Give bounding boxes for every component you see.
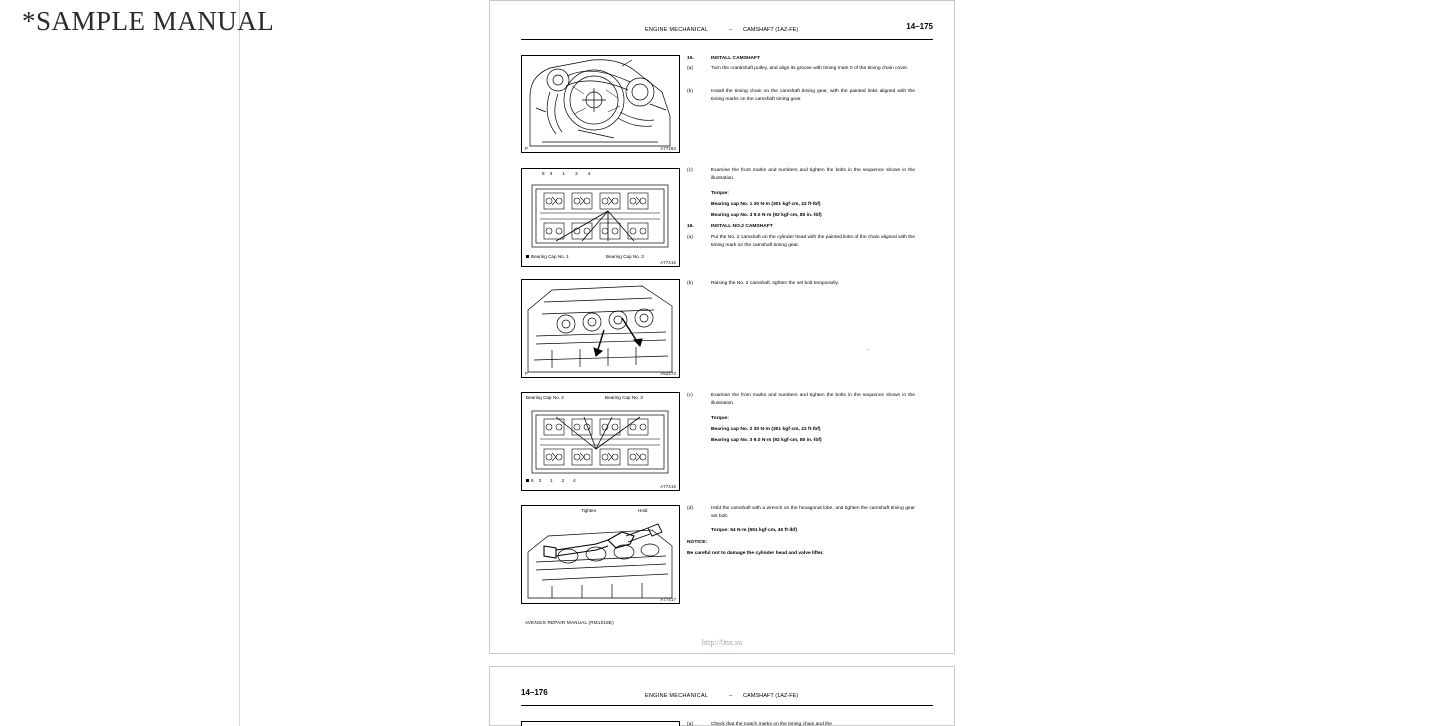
step-15-title: INSTALL CAMSHAFT xyxy=(711,56,760,61)
document-page-1[interactable] xyxy=(489,0,955,654)
bearing-cap-no1-label xyxy=(526,254,569,259)
page2-step-a-mark: (a) xyxy=(687,722,693,726)
step-16-number: 16. xyxy=(687,224,694,229)
no2-camshaft-raise-figure xyxy=(521,279,680,378)
step-16b-mark: (b) xyxy=(687,281,693,286)
timing-chain-install-figure xyxy=(521,55,680,153)
step-15-number: 15. xyxy=(687,56,694,61)
step-15c-text: Examine the front marks and numbers and tighten the bolts in the sequence shown in the illustration. xyxy=(711,168,915,181)
bearing-cap-no1-no3-sequence-figure xyxy=(521,168,680,267)
notice-text: Be careful not to damage the cylinder head and valve lifter. xyxy=(687,551,824,556)
bearing-cap-no2-no3-sequence-figure xyxy=(521,392,680,491)
step-16d-mark: (d) xyxy=(687,506,693,511)
page-footer: AVENSIS REPAIR MANUAL (RM1018E) xyxy=(525,620,614,625)
step-16c-text: Examine the from marks and numbers and tighten the bolts in the sequence shown in the illustration. xyxy=(711,393,915,406)
hold-label: Hold xyxy=(638,508,648,513)
figure-code: A77415 xyxy=(660,260,676,265)
figure-corner-mark: P xyxy=(525,371,528,376)
left-gutter-line xyxy=(239,0,240,726)
legend-square-icon xyxy=(526,255,529,258)
step-16-title: INSTALL NO.2 CAMSHAFT xyxy=(711,224,773,229)
fig4-bottom-numbers: 5 3 1 2 4 xyxy=(526,478,576,483)
figure-corner-mark: P xyxy=(525,146,528,151)
step-15b-mark: (b) xyxy=(687,89,693,94)
step-16b-text: Raising the No. 2 camshaft, tighten the set bolt temporarily. xyxy=(711,281,839,286)
bearing-cap-no2-label: Bearing Cap No. 2 xyxy=(526,395,564,400)
page-2-number: 14–176 xyxy=(521,688,548,697)
page-number: 14–175 xyxy=(906,22,933,31)
step-15a-text: Turn the crankshaft pulley, and align its groove with timing mark 0 of the timing chain cover. xyxy=(711,66,909,71)
page2-step-a-text: Check that the match marks on the timing chain and the xyxy=(711,722,832,726)
page-1-header xyxy=(521,22,933,40)
header-dash: – xyxy=(729,27,733,33)
bearing-cap-no3-label: Bearing Cap No. 3 xyxy=(606,254,644,259)
torque-line-1a: Bearing cap No. 1 30 N·m (301 kgf·cm, 22 ft·lbf) xyxy=(711,202,821,207)
header-section: ENGINE MECHANICAL xyxy=(645,27,709,33)
step-16a-mark: (a) xyxy=(687,235,693,240)
step-15b-text: Install the timing chain on the camshaft timing gear, with the painted links aligned with the timing marks on the camshaft timing gear. xyxy=(711,89,915,102)
torque-line-1b: Bearing cap No. 3 9.0 N·m (92 kgf·cm, 80 in.·lbf) xyxy=(711,213,822,218)
bearing-cap-no1-label-text: Bearing Cap No. 1 xyxy=(531,254,569,259)
step-15a-mark: (a) xyxy=(687,66,693,71)
figure-code: A77417 xyxy=(660,597,676,602)
figure-code: A52473 xyxy=(660,371,676,376)
step-15c-mark: (c) xyxy=(687,168,693,173)
header-subsection-2: CAMSHAFT (1AZ-FE) xyxy=(743,693,799,699)
fig2-top-numbers: 5 3 1 2 4 xyxy=(542,171,591,176)
step-16c-mark: (c) xyxy=(687,393,693,398)
stray-dot: . xyxy=(867,346,869,352)
bearing-cap-no3-label-2: Bearing Cap No. 3 xyxy=(605,395,643,400)
torque-inline: Torque: 54 N·m (551 kgf·cm, 40 ft·lbf) xyxy=(711,528,798,533)
tighten-label: Tighten xyxy=(581,508,597,513)
sample-manual-watermark: *SAMPLE MANUAL xyxy=(22,6,275,36)
figure-code: A77284 xyxy=(660,146,676,151)
header-dash-2: – xyxy=(729,693,733,699)
camshaft-hold-tighten-figure xyxy=(521,505,680,604)
torque-line-2a: Bearing cap No. 2 30 N·m (301 kgf·cm, 22 ft·lbf) xyxy=(711,427,821,432)
header-rule xyxy=(521,39,933,40)
torque-label-2: Torque: xyxy=(711,416,729,421)
header-rule-2 xyxy=(521,705,933,706)
page-2-header xyxy=(521,688,933,706)
document-page-2[interactable] xyxy=(489,666,955,726)
header-subsection: CAMSHAFT (1AZ-FE) xyxy=(743,27,799,33)
notice-label: NOTICE: xyxy=(687,540,708,545)
site-watermark-url: http://0nx.su xyxy=(701,638,743,647)
torque-label-1: Torque: xyxy=(711,191,729,196)
step-16d-text: Hold the camshaft with a wrench on the hexagonal lobe, and tighten the camshaft timing gear set bolt. xyxy=(711,506,915,519)
step-16a-text: Put the No. 2 camshaft on the cylinder head with the painted links of the chain aligned with the timing mark on the camshaft timing gear. xyxy=(711,235,915,248)
torque-line-2b: Bearing cap No. 3 9.0 N·m (92 kgf·cm, 80 in.·lbf) xyxy=(711,438,822,443)
figure-code: A77416 xyxy=(660,484,676,489)
header-section-2: ENGINE MECHANICAL xyxy=(645,693,709,699)
legend-square-icon xyxy=(526,479,529,482)
page2-first-figure xyxy=(521,721,680,726)
